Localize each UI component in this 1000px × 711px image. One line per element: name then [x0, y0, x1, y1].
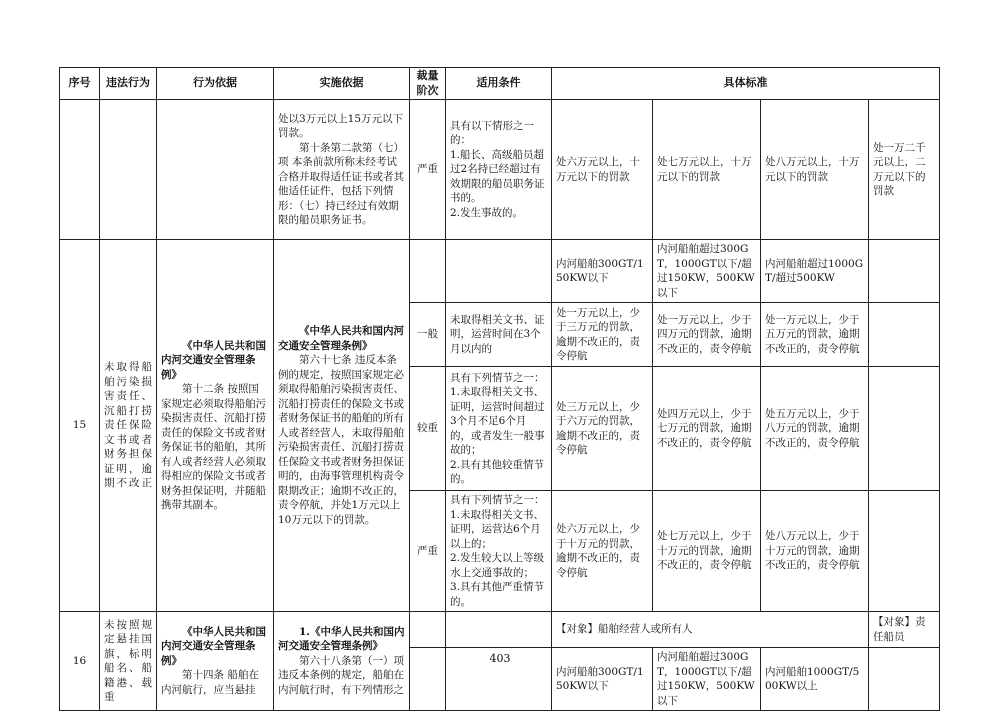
- standard-cell: 处六万元以上，少于十万元的罚款，逾期不改正的，责令停航: [552, 491, 653, 612]
- level-label: 严重: [410, 100, 446, 240]
- condition-cell-empty: [446, 612, 552, 648]
- level-label: 严重: [410, 491, 446, 612]
- standard-cell: 处五万元以上，少于八万元的罚款，逾期不改正的，责令停航: [761, 367, 869, 491]
- serial-cell-empty: [60, 100, 100, 240]
- standard-cell: 处一万元以上，少于三万元的罚款，逾期不改正的，责令停航: [552, 303, 653, 367]
- impl-title: 1.《中华人民共和国内河交通安全管理条例》: [278, 625, 405, 653]
- table-row: [60, 240, 940, 303]
- basis-body: 第十二条 按照国家规定必须取得船舶污染损害责任、沉船打捞责任的保险文书或者财务保证书的船舶，其所有人或者经营人必须取得相应的保险文书或者财务担保证明，并随船携带其副本。: [161, 383, 266, 511]
- level-label: 较重: [410, 367, 446, 491]
- tier-cell: 内河船舶超过1000GT/超过500KW: [761, 240, 869, 303]
- condition-body: 具有下列情节之一： 1.未取得相关文书、证明，运营时间超过3个月不足6个月的，或者发生一般事故的； 2.具有其他较重情节的。: [450, 371, 545, 485]
- table-row: [60, 100, 940, 240]
- header-specific-standard: 具体标准: [552, 68, 940, 100]
- penalty-standard-table: [59, 67, 940, 711]
- standard-cell: 处七万元以上，十万元以下的罚款: [653, 100, 761, 240]
- impl-title: 《中华人民共和国内河交通安全管理条例》: [278, 325, 404, 352]
- condition-body: 具有以下情形之一的： 1.船长、高级船员超过2名持已经超过有效期限的船员职务证书的。 2.发生事故的。: [450, 119, 545, 219]
- implementation-text: [274, 240, 410, 612]
- basis-body: 第十四条 船舶在内河航行，应当悬挂: [161, 669, 259, 696]
- tier-cell: 内河船舶300GT/150KW以下: [552, 648, 653, 711]
- legal-basis-text: [157, 240, 274, 612]
- tier-cell: 内河船舶1000GT/500KW以上: [761, 648, 869, 711]
- object-owner: 【对象】船舶经营人或所有人: [552, 612, 869, 648]
- tier-cell: 内河船舶超过300GT，1000GT以下/超过150KW，500KW以下: [653, 240, 761, 303]
- standard-cell: 处八万元以上，十万元以下的罚款: [761, 100, 869, 240]
- standard-cell: 处一万二千元以上，二万元以下的罚款: [869, 100, 940, 240]
- level-cell-empty: [410, 240, 446, 303]
- standard-cell: 处七万元以上，少于十万元的罚款，逾期不改正的，责令停航: [653, 491, 761, 612]
- serial-number: 15: [60, 240, 100, 612]
- tier-cell: 内河船舶300GT/150KW以下: [552, 240, 653, 303]
- condition-text: [446, 100, 552, 240]
- impl-body: 第六十八条第（一）项 违反本条例的规定，船舶在内河航行时，有下列情形之: [278, 654, 404, 696]
- basis-title: 《中华人民共和国内河交通安全管理条例》: [161, 625, 266, 667]
- tier-cell-empty: [869, 240, 940, 303]
- implementation-body: 处以3万元以上15万元以下罚款。 第十条第二款第（七）项 本条前款所称未经考试合格并取得适任证书或者其他适任证件，包括下列情形：（七）持已经过有效期限的船员职务证书。: [278, 112, 404, 226]
- header-serial: 序号: [60, 68, 100, 100]
- condition-text: [446, 367, 552, 491]
- standard-cell: 处四万元以上，少于七万元的罚款，逾期不改正的，责令停航: [653, 367, 761, 491]
- table-row: [60, 612, 940, 648]
- condition-text: [446, 491, 552, 612]
- standard-cell-empty: [869, 367, 940, 491]
- impl-body: 第六十七条 违反本条例的规定，按照国家规定必须取得船舶污染损害责任、沉船打捞责任的保险文书或者财务保证书的船舶的所有人或者经营人，未取得船舶污染损害责任、沉船打捞责任保险文书或者财务担保证明的，由海事管理机构责令限期改正；逾期不改正的，责令停航，并处1万元以上10万元以下的罚款。: [278, 354, 404, 526]
- header-row: [60, 68, 940, 100]
- basis-title: 《中华人民共和国内河交通安全管理条例》: [161, 339, 266, 381]
- header-applicable-condition: 适用条件: [446, 68, 552, 100]
- serial-number: 16: [60, 612, 100, 711]
- condition-body: 具有下列情节之一： 1.未取得相关文书、证明，运营达6个月以上的； 2.发生较大以上等级水上交通事故的； 3.具有其他严重情节的。: [450, 494, 545, 608]
- page-number: 403: [489, 652, 511, 665]
- standard-cell: 处八万元以上，少于十万元的罚款，逾期不改正的，责令停航: [761, 491, 869, 612]
- condition-text: 未取得相关文书、证明，运营时间在3个月以内的: [446, 303, 552, 367]
- level-cell-empty: [410, 612, 446, 648]
- header-legal-basis: 行为依据: [157, 68, 274, 100]
- implementation-text: [274, 100, 410, 240]
- header-discretion-level: 裁量阶次: [410, 68, 446, 100]
- header-implementation-basis: 实施依据: [274, 68, 410, 100]
- tier-cell: 内河船舶超过300GT，1000GT以下/超过150KW，500KW以下: [653, 648, 761, 711]
- condition-cell-empty: [446, 240, 552, 303]
- violation-text: 未按照规定悬挂国旗，标明船名、船籍港、载重: [100, 612, 157, 711]
- header-violation: 违法行为: [100, 68, 157, 100]
- standard-cell: 处三万元以上，少于六万元的罚款，逾期不改正的，责令停航: [552, 367, 653, 491]
- standard-cell: 处一万元以上，少于五万元的罚款，逾期不改正的，责令停航: [761, 303, 869, 367]
- standard-cell-empty: [869, 491, 940, 612]
- standard-cell: 处六万元以上，十万元以下的罚款: [552, 100, 653, 240]
- standard-cell-empty: [869, 303, 940, 367]
- basis-cell-empty: [157, 100, 274, 240]
- standard-cell: 处一万元以上，少于四万元的罚款，逾期不改正的，责令停航: [653, 303, 761, 367]
- object-crew: 【对象】责任船员: [869, 612, 940, 648]
- violation-text: 未取得船舶污染损害责任、沉船打捞责任保险文书或者财务担保证明，逾期不改正: [100, 240, 157, 612]
- level-label: 一般: [410, 303, 446, 367]
- violation-cell-empty: [100, 100, 157, 240]
